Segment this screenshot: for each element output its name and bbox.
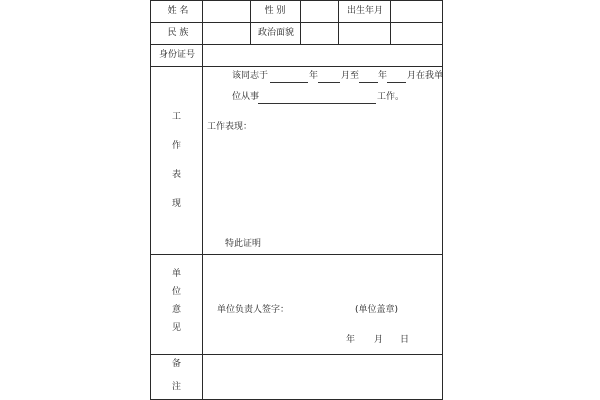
employment-end-year-blank (359, 82, 378, 83)
employment-end-month-blank (387, 82, 406, 83)
label-column-divider (202, 0, 203, 400)
row-divider-5 (150, 354, 443, 355)
employment-month-to: 月至 (341, 71, 360, 81)
certify-text: 特此证明 (225, 239, 262, 249)
table-border-left (150, 0, 151, 400)
work-position-prefix: 位从事 (232, 92, 260, 102)
unit-label-char-3: 意 (172, 305, 182, 315)
col-divider-a (250, 0, 251, 44)
col-divider-b (300, 0, 301, 44)
ethnicity-label: 民 族 (167, 28, 189, 38)
work-label-char-1: 工 (172, 112, 182, 122)
unit-head-signature-label: 单位负责人签字： (217, 305, 290, 315)
date-day-label: 日 (400, 335, 410, 345)
row-divider-1 (150, 22, 443, 23)
col-divider-d (390, 0, 391, 44)
work-label-char-3: 表 (172, 170, 182, 180)
employment-year-unit-2: 年 (378, 71, 388, 81)
employment-start-month-blank (318, 82, 340, 83)
name-label: 姓 名 (167, 6, 189, 16)
row-divider-3 (150, 66, 443, 67)
employment-month-in: 月在我单 (407, 71, 444, 81)
work-label-char-4: 现 (172, 199, 182, 209)
employment-year-unit: 年 (309, 71, 319, 81)
unit-label-char-1: 单 (172, 269, 182, 279)
row-divider-4 (150, 254, 443, 255)
table-border-right (442, 0, 443, 400)
unit-label-char-4: 见 (172, 323, 182, 333)
employment-prefix: 该同志于 (232, 71, 269, 81)
id-number-label: 身份证号 (158, 50, 195, 60)
work-position-blank (258, 103, 376, 104)
work-label-char-2: 作 (172, 141, 182, 151)
row-divider-2 (150, 44, 443, 45)
remark-label-char-1: 备 (172, 359, 182, 369)
political-status-label: 政治面貌 (257, 28, 294, 38)
unit-seal-label: (单位盖章) (355, 305, 399, 315)
performance-label: 工作表现： (207, 122, 253, 132)
gender-label: 性 别 (264, 6, 286, 16)
date-month-label: 月 (374, 335, 384, 345)
work-position-suffix: 工作。 (377, 92, 405, 102)
birth-date-label: 出生年月 (346, 6, 383, 16)
date-year-label: 年 (346, 335, 356, 345)
col-divider-c (338, 0, 339, 44)
remark-label-char-2: 注 (172, 382, 182, 392)
table-border-top (150, 0, 443, 1)
employment-start-year-blank (270, 82, 308, 83)
unit-label-char-2: 位 (172, 287, 182, 297)
